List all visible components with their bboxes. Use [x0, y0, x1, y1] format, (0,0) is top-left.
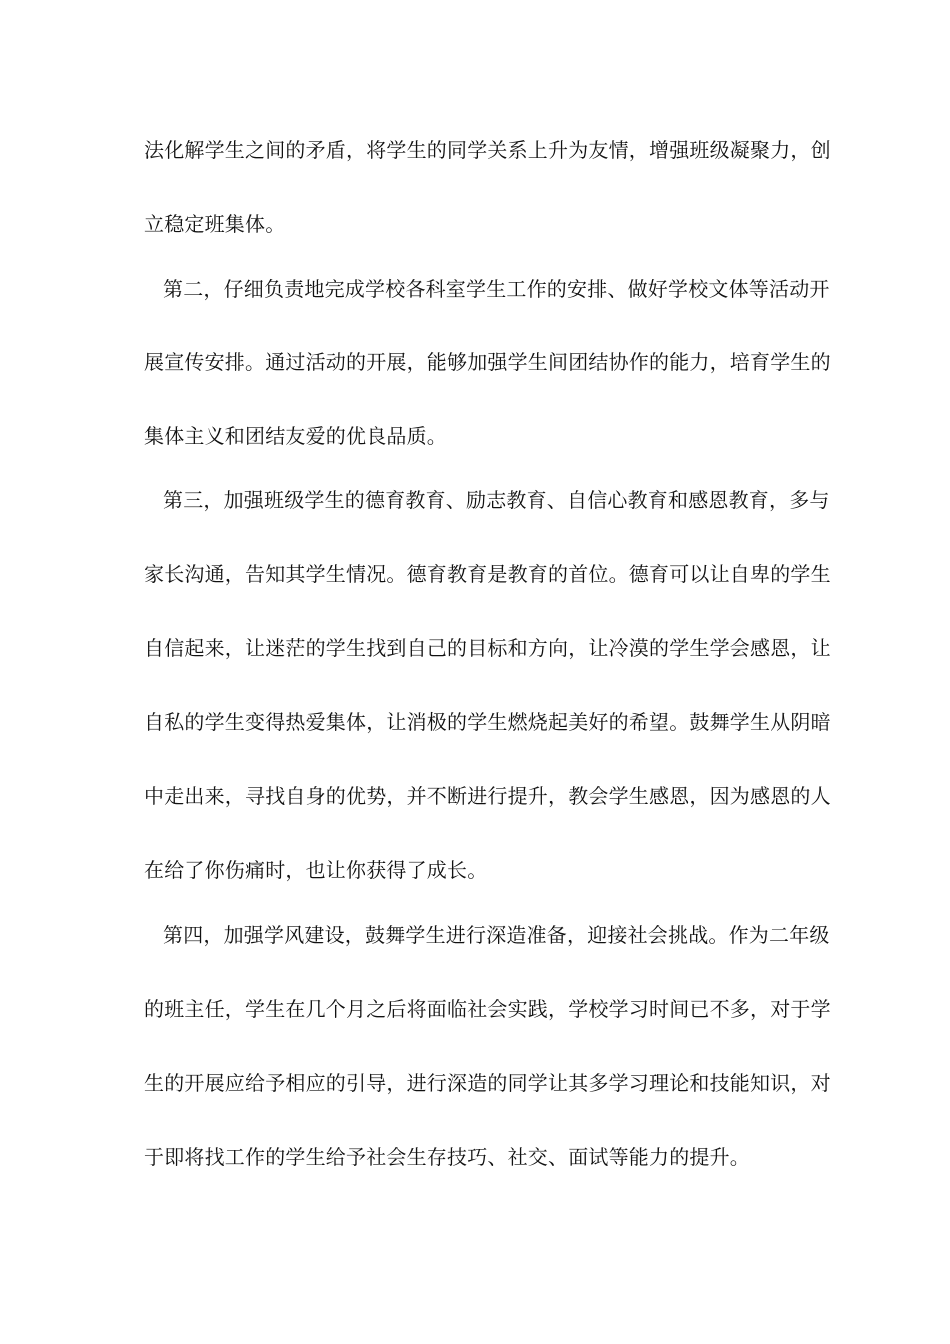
text-line-9: 自私的学生变得热爱集体，让消极的学生燃烧起美好的希望。鼓舞学生从阴暗 — [144, 710, 831, 734]
text-line-10: 中走出来，寻找自身的优势，并不断进行提升，教会学生感恩，因为感恩的人 — [144, 784, 831, 808]
text-line-4: 展宣传安排。通过活动的开展，能够加强学生间团结协作的能力，培育学生的 — [144, 350, 831, 374]
text-line-1: 法化解学生之间的矛盾，将学生的同学关系上升为友情，增强班级凝聚力，创 — [144, 138, 831, 162]
text-line-13: 的班主任，学生在几个月之后将面临社会实践，学校学习时间已不多，对于学 — [144, 997, 831, 1021]
text-line-8: 自信起来，让迷茫的学生找到自己的目标和方向，让冷漠的学生学会感恩，让 — [144, 636, 831, 660]
text-line-5: 集体主义和团结友爱的优良品质。 — [144, 424, 447, 448]
text-line-11: 在给了你伤痛时，也让你获得了成长。 — [144, 858, 488, 882]
text-line-6: 第三，加强班级学生的德育教育、励志教育、自信心教育和感恩教育，多与 — [163, 488, 830, 512]
text-line-12: 第四，加强学风建设，鼓舞学生进行深造准备，迎接社会挑战。作为二年级 — [163, 923, 830, 947]
text-line-14: 生的开展应给予相应的引导，进行深造的同学让其多学习理论和技能知识，对 — [144, 1071, 831, 1095]
text-line-2: 立稳定班集体。 — [144, 212, 286, 236]
text-line-15: 于即将找工作的学生给予社会生存技巧、社交、面试等能力的提升。 — [144, 1145, 750, 1169]
text-line-3: 第二，仔细负责地完成学校各科室学生工作的安排、做好学校文体等活动开 — [163, 277, 830, 301]
text-line-7: 家长沟通，告知其学生情况。德育教育是教育的首位。德育可以让自卑的学生 — [144, 562, 831, 586]
